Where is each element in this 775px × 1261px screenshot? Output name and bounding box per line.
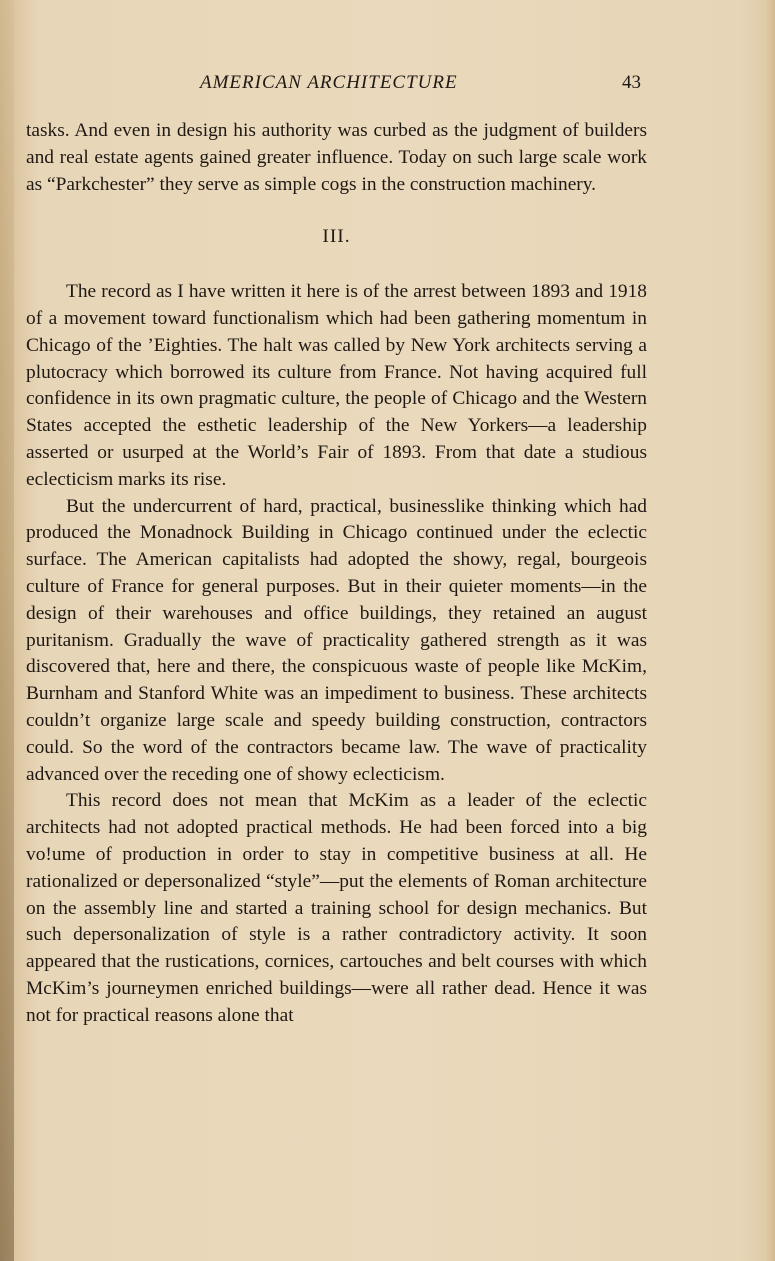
paragraph-continued: tasks. And even in design his authority was curbed as the judgment of builders and real estate agents gained greater influence. Today on such large scale work as “Parkchester” they serve as simple cogs in the construction machinery. bbox=[26, 120, 647, 195]
running-head: AMERICAN ARCHITECTURE bbox=[200, 72, 458, 93]
body-text bbox=[26, 118, 647, 1030]
page-number: 43 bbox=[622, 72, 641, 93]
paragraph: But the undercurrent of hard, practical, businesslike thinking which had produced the Monadnock Building in Chicago continued under the eclectic surface. The American capitalists had adopted the showy, regal, bourgeois culture of France for general purposes. But in their quieter moments—in the design of their warehouses and office buildings, they retained an august puritanism. Gradually the wave of practicality gathered strength as it was discovered that, here and there, the conspicuous waste of people like McKim, Burnham and Stanford White was an impediment to business. These architects couldn’t organize large scale and speedy building construction, contractors could. So the word of the contractors became law. The wave of practicality advanced over the receding one of showy eclecticism. bbox=[26, 495, 647, 785]
paragraph: The record as I have written it here is of the arrest between 1893 and 1918 of a movement toward functionalism which had been gathering momentum in Chicago of the ’Eighties. The halt was called by New York architects serving a plutocracy which borrowed its culture from France. Not having acquired full confidence in its own pragmatic culture, the people of Chicago and the Western States accepted the esthetic leadership of the New Yorkers—a leadership asserted or usurped at the World’s Fair of 1893. From that date a studious eclecticism marks its rise. bbox=[26, 281, 647, 490]
paragraph: This record does not mean that McKim as a leader of the eclectic architects had not adopted practical methods. He had been forced into a big vo!ume of production in order to stay in competitive business at all. He rationalized or depersonalized “style”—put the elements of Roman architecture on the assembly line and started a training school for design mechanics. But such depersonalization of style is a rather contradictory activity. It soon appeared that the rustications, cornices, cartouches and belt courses with which McKim’s journeymen enriched buildings—were all rather dead. Hence it was not for practical reasons alone that bbox=[26, 790, 647, 1026]
page-gutter-shadow bbox=[0, 0, 14, 1261]
section-heading: III. bbox=[322, 226, 351, 248]
